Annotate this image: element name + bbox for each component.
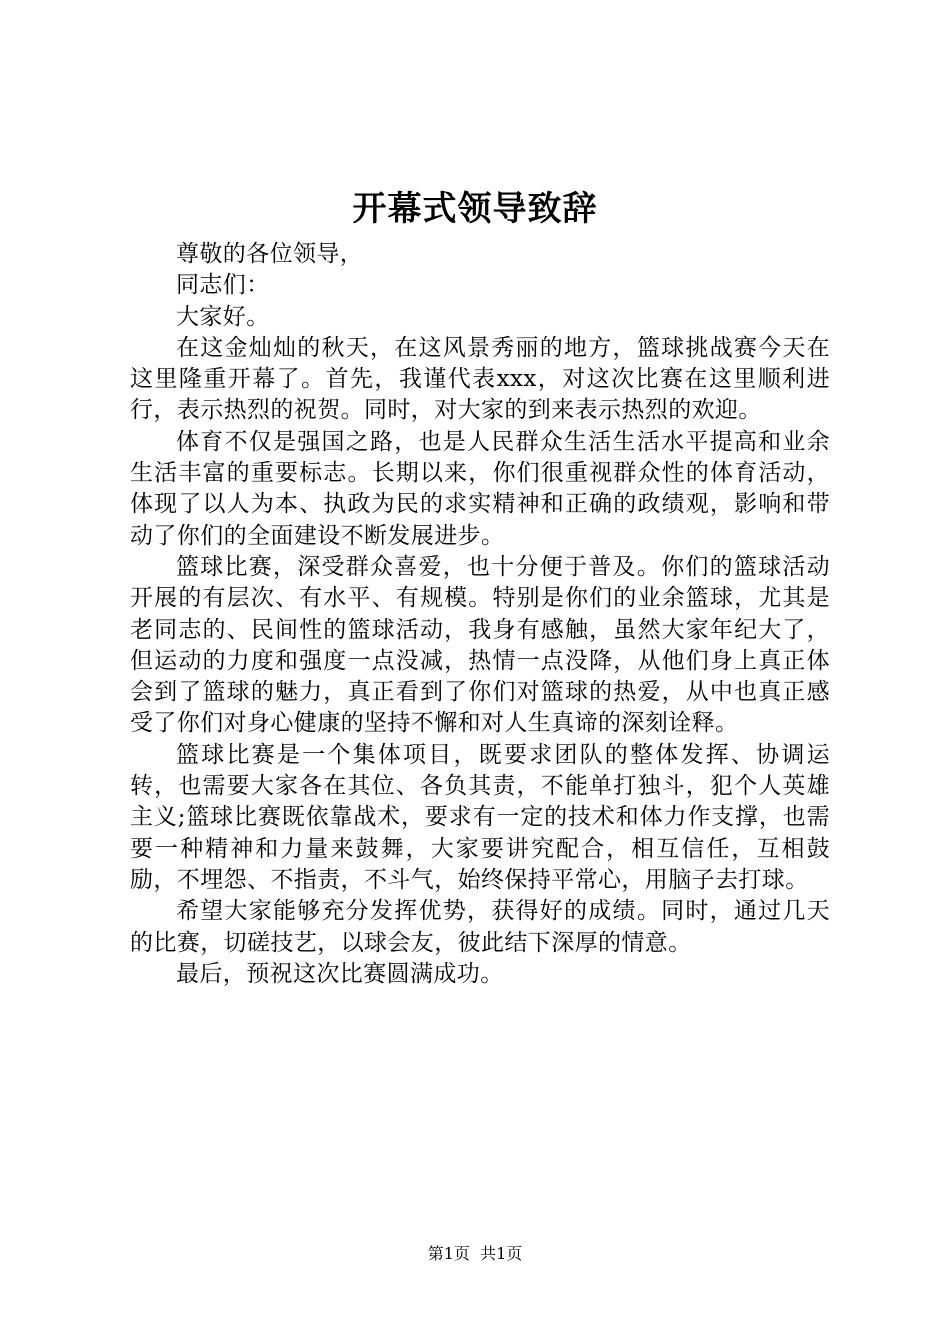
document-title: 开幕式领导致辞 <box>352 189 598 229</box>
paragraph-opening: 在这金灿灿的秋天，在这风景秀丽的地方，篮球挑战赛今天在这里隆重开幕了。首先，我谨代表xxx，对这次比赛在这里顺利进行，表示热烈的祝贺。同时，对大家的到来表示热烈的欢迎。 <box>130 334 830 424</box>
document-body <box>130 239 830 990</box>
paragraph-closing: 最后，预祝这次比赛圆满成功。 <box>176 960 504 987</box>
page-number: 第1页 共1页 <box>427 1244 523 1263</box>
paragraph-wishes: 希望大家能够充分发挥优势，获得好的成绩。同时，通过几天的比赛，切磋技艺，以球会友，彼此结下深厚的情意。 <box>130 898 830 956</box>
salutation-comrades: 同志们： <box>176 272 270 299</box>
paragraph-basketball-popularity: 篮球比赛，深受群众喜爱，也十分便于普及。你们的篮球活动开展的有层次、有水平、有规模。特别是你们的业余篮球，尤其是老同志的、民间性的篮球活动，我身有感触，虽然大家年纪大了，但运动的力度和强度一点没减，热情一点没降，从他们身上真正体会到了篮球的魅力，真正看到了你们对篮球的热爱，从中也真正感受了你们对身心健康的坚持不懈和对人生真谛的深刻诠释。 <box>130 553 830 737</box>
page-footer <box>0 1243 950 1265</box>
paragraph-sports-importance: 体育不仅是强国之路，也是人民群众生活生活水平提高和业余生活丰富的重要标志。长期以来，你们很重视群众性的体育活动，体现了以人为本、执政为民的求实精神和正确的政绩观，影响和带动了你们的全面建设不断发展进步。 <box>130 428 830 549</box>
paragraph-teamwork: 篮球比赛是一个集体项目，既要求团队的整体发挥、协调运转，也需要大家各在其位、各负其责，不能单打独斗，犯个人英雄主义;篮球比赛既依靠战术，要求有一定的技术和体力作支撑，也需要一种精神和力量来鼓舞，大家要讲究配合，相互信任，互相鼓励，不埋怨、不指责，不斗气，始终保持平常心，用脑子去打球。 <box>130 741 830 893</box>
salutation-leaders: 尊敬的各位领导， <box>176 241 364 267</box>
greeting: 大家好。 <box>176 303 270 330</box>
